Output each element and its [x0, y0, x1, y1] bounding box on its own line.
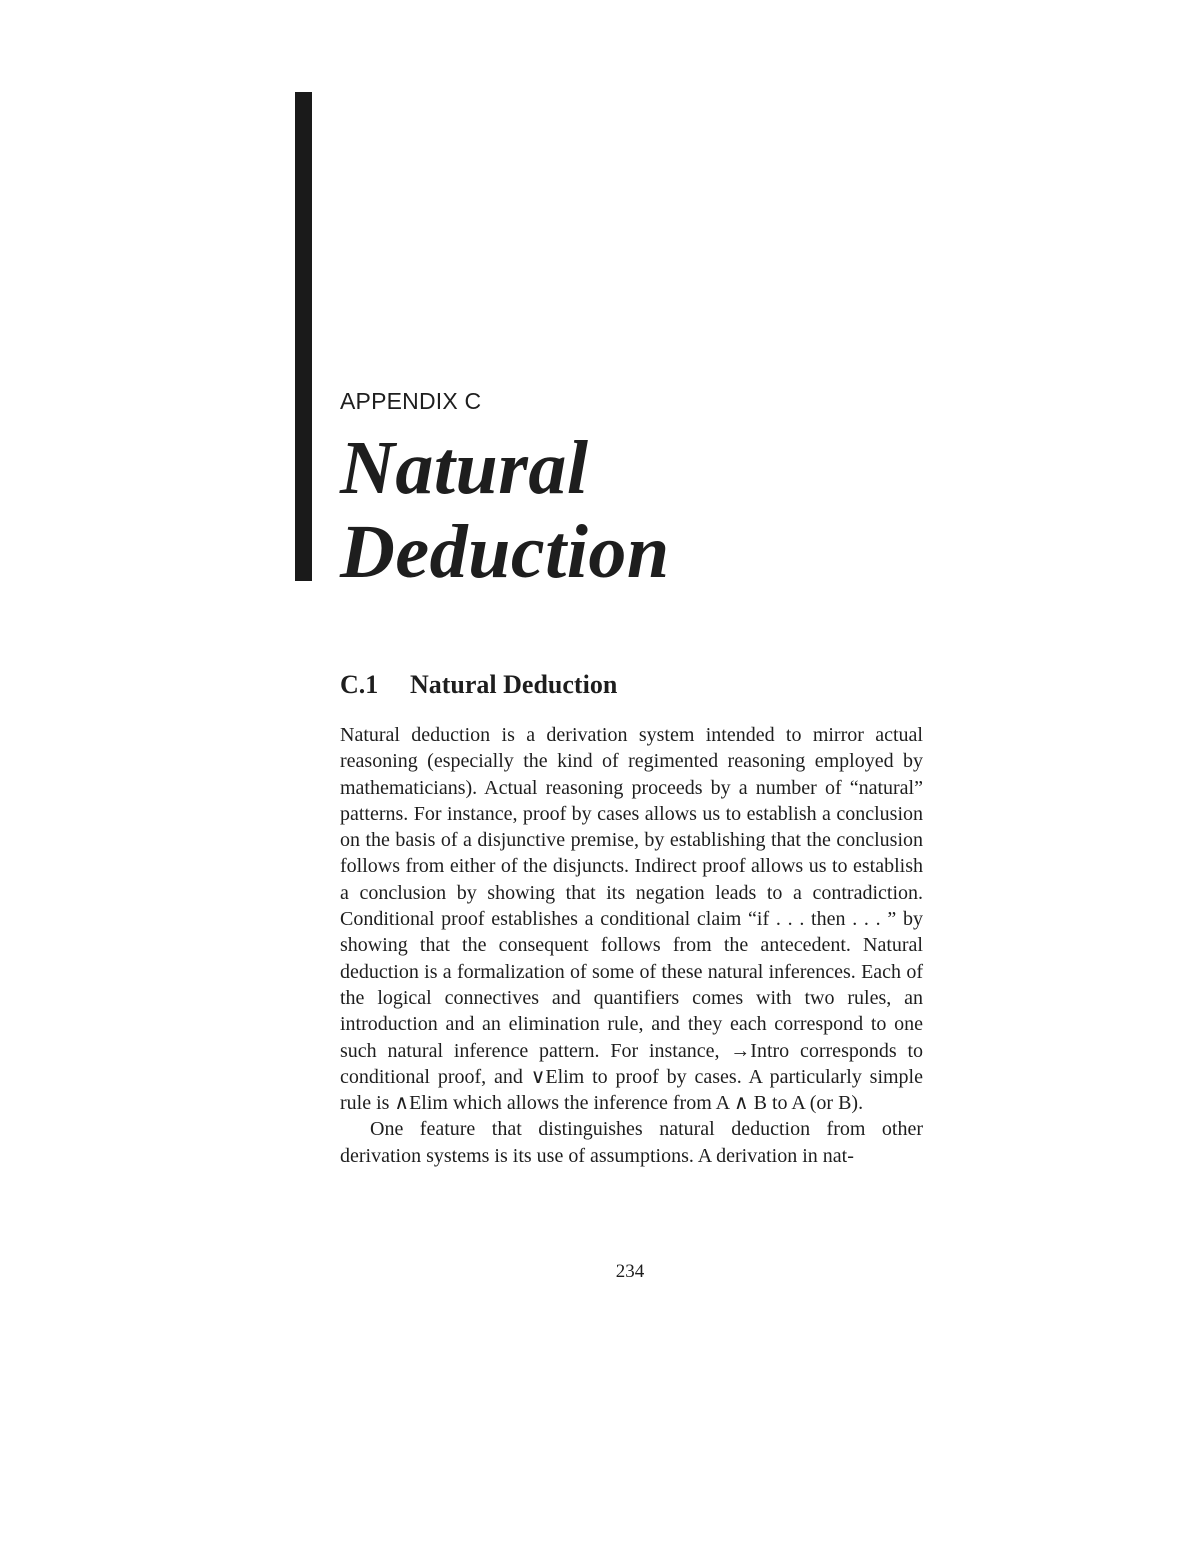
section-number: C.1	[340, 670, 379, 699]
chapter-title-line-2: Deduction	[340, 510, 670, 594]
section-heading	[340, 668, 617, 702]
section-title: Natural Deduction	[410, 670, 618, 699]
chapter-title-line-1: Natural	[340, 426, 589, 510]
chapter-side-bar	[295, 92, 312, 581]
page-number: 234	[615, 1261, 645, 1282]
chapter-title	[340, 426, 670, 594]
paragraph-1: Natural deduction is a derivation system intended to mirror actual reasoning (especially the kind of regimented reasoning employed by mathematicians). Actual reasoning proceeds by a number of “natural” patterns. For instance, proof by cases allows us to establish a conclusion on the basis of a disjunctive premise, by establishing that the conclusion follows from either of the disjuncts. Indirect proof allows us to establish a conclusion by showing that its negation leads to a contradiction. Conditional proof establishes a conditional claim “if . . . then . . . ” by showing that the consequent follows from the antecedent. Natural deduction is a formalization of some of these natural inferences. Each of the logical connectives and quantifiers comes with two rules, an introduction and an elimination rule, and they each correspond to one such natural inference pattern. For instance, →Intro corresponds to conditional proof, and ∨Elim to proof by cases. A particularly simple rule is ∧Elim which allows the inference from A ∧ B to A (or B).	[340, 724, 923, 1115]
paragraph-2: One feature that distinguishes natural deduction from other derivation systems is its use of assumptions. A derivation in nat-	[340, 1118, 923, 1167]
body-text	[340, 722, 923, 1169]
appendix-label: APPENDIX C	[340, 388, 482, 414]
